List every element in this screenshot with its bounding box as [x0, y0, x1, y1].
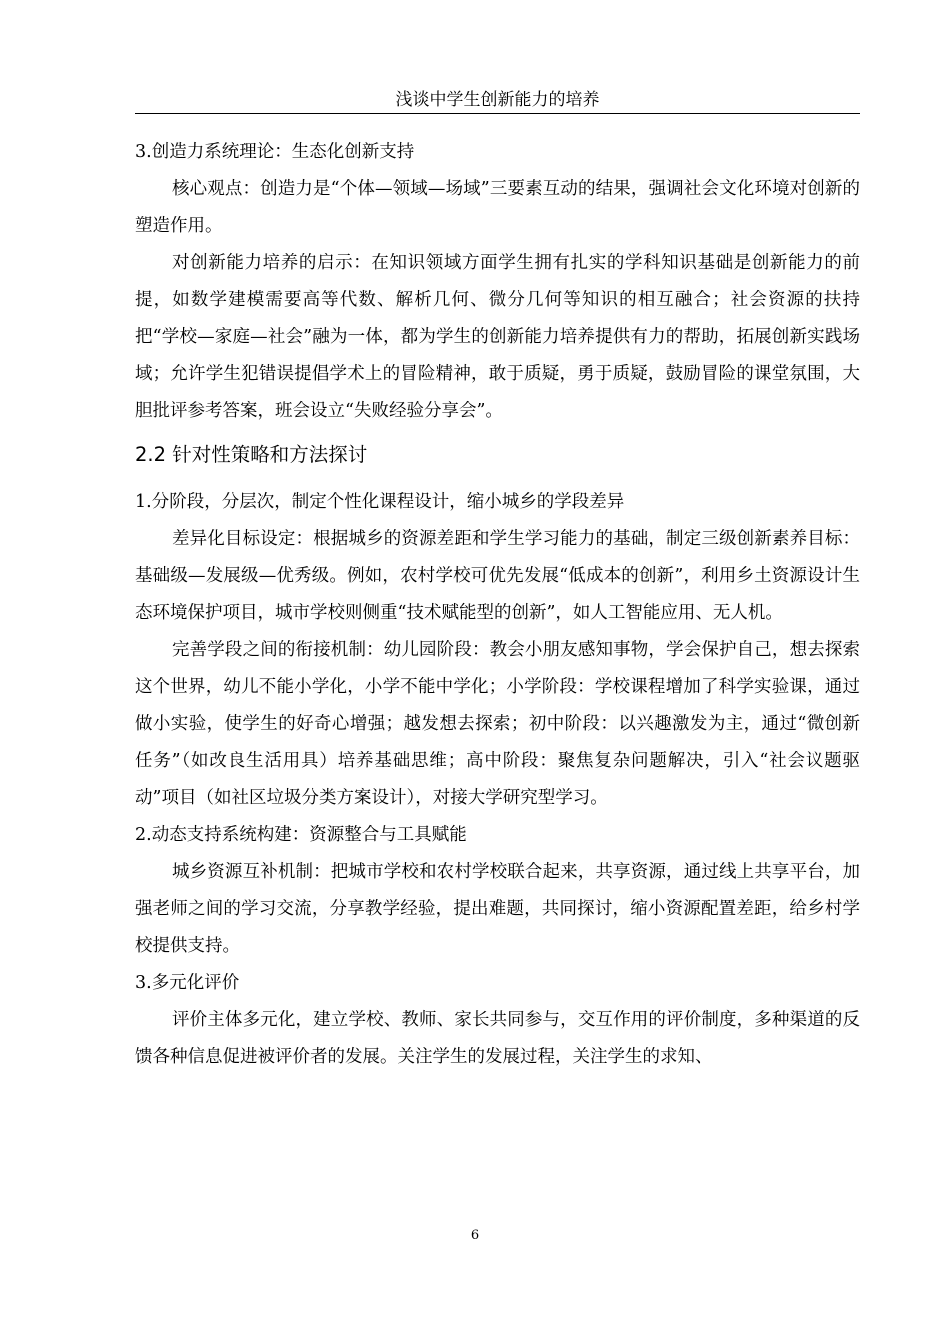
- page-body: [135, 134, 860, 1076]
- header-rule: [135, 113, 860, 114]
- paragraph-implications: 对创新能力培养的启示：在知识领域方面学生拥有扎实的学科知识基础是创新能力的前提，如数学建模需要高等代数、解析几何、微分几何等知识的相互融合；社会资源的扶持把“学校—家庭—社会”融为一体，都为学生的创新能力培养提供有力的帮助，拓展创新实践场域；允许学生犯错误提倡学术上的冒险精神，敢于质疑，勇于质疑，鼓励冒险的课堂氛围，大胆批评参考答案，班会设立“失败经验分享会”。: [135, 253, 860, 421]
- paragraph-core-view: 核心观点：创造力是“个体—领域—场域”三要素互动的结果，强调社会文化环境对创新的塑造作用。: [135, 179, 860, 236]
- subsection-heading-creativity-system: 3.创造力系统理论：生态化创新支持: [135, 142, 415, 162]
- section-heading-2-2: 2.2 针对性策略和方法探讨: [135, 443, 368, 466]
- paragraph-differentiated-goals: 差异化目标设定：根据城乡的资源差距和学生学习能力的基础，制定三级创新素养目标：基础级—发展级—优秀级。例如，农村学校可优先发展“低成本的创新”，利用乡土资源设计生态环境保护项目，城市学校则侧重“技术赋能型的创新”，如人工智能应用、无人机。: [135, 529, 860, 623]
- page-number: 6: [470, 1228, 480, 1243]
- paragraph-evaluation: 评价主体多元化，建立学校、教师、家长共同参与，交互作用的评价制度，多种渠道的反馈各种信息促进被评价者的发展。关注学生的发展过程，关注学生的求知、: [135, 1010, 860, 1067]
- running-header: 浅谈中学生创新能力的培养: [395, 90, 600, 110]
- paragraph-resource-sharing: 城乡资源互补机制：把城市学校和农村学校联合起来，共享资源，通过线上共享平台，加强老师之间的学习交流，分享教学经验，提出难题，共同探讨，缩小资源配置差距，给乡村学校提供支持。: [135, 862, 860, 956]
- subsection-heading-evaluation: 3.多元化评价: [135, 973, 240, 993]
- subsection-heading-support-system: 2.动态支持系统构建：资源整合与工具赋能: [135, 825, 467, 845]
- paragraph-stage-transition: 完善学段之间的衔接机制：幼儿园阶段：教会小朋友感知事物，学会保护自己，想去探索这个世界，幼儿不能小学化，小学不能中学化；小学阶段：学校课程增加了科学实验课，通过做小实验，使学生的好奇心增强；越发想去探索；初中阶段：以兴趣激发为主，通过“微创新任务”（如改良生活用具）培养基础思维；高中阶段：聚焦复杂问题解决，引入“社会议题驱动”项目（如社区垃圾分类方案设计），对接大学研究型学习。: [135, 640, 860, 808]
- subsection-heading-staged-design: 1.分阶段，分层次，制定个性化课程设计，缩小城乡的学段差异: [135, 492, 625, 512]
